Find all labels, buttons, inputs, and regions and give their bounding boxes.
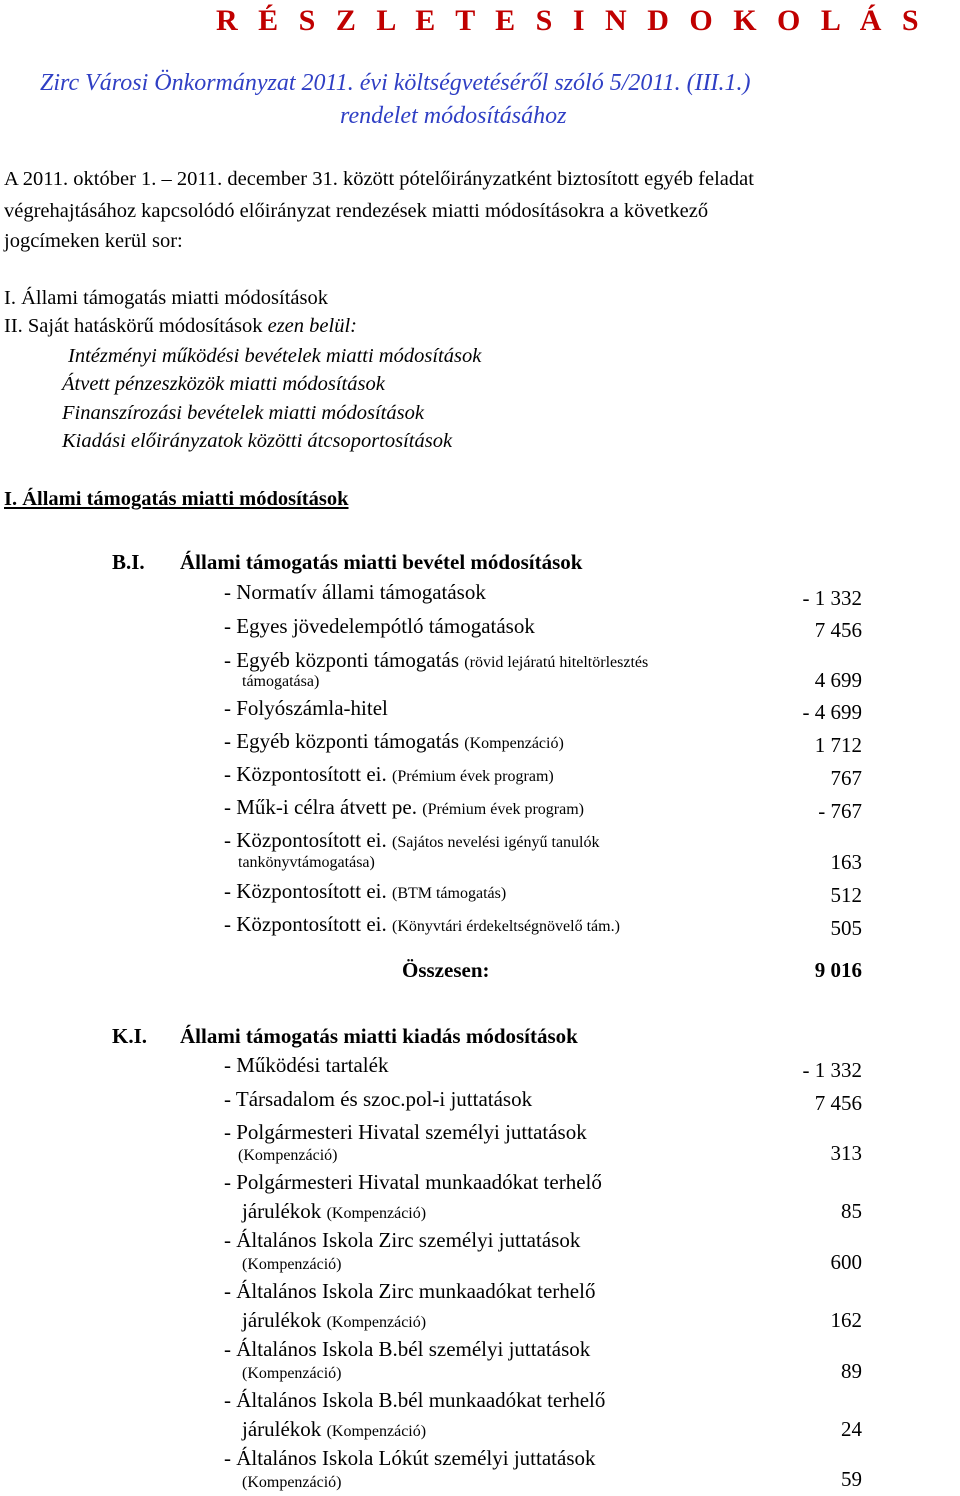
bi-code: B.I. (112, 550, 145, 574)
bi-row-label: - Folyószámla-hitel (224, 696, 388, 720)
intro-line-3: jogcímeken kerül sor: (4, 230, 183, 252)
outline-item-2-suffix: ezen belül: (267, 315, 357, 337)
ki-row-value: 89 (841, 1359, 862, 1383)
outline-item-1: I. Állami támogatás miatti módosítások (4, 287, 328, 309)
ki-row-cont (242, 1417, 426, 1442)
bi-row-value: 767 (830, 766, 862, 790)
ki-row-value: 7 456 (814, 1091, 862, 1115)
bi-row-note: (Sajátos nevelési igényű tanulók (391, 834, 600, 851)
outline-subitem: Intézményi működési bevételek miatti módosítások (68, 345, 482, 367)
bi-row-label-text: - Központosított ei. (224, 828, 387, 852)
bi-total-value: 9 016 (814, 958, 862, 982)
ki-row-label: - Polgármesteri Hivatal munkaadókat terhelő (224, 1170, 602, 1194)
subtitle-line-1: Zirc Városi Önkormányzat 2011. évi költségvetéséről szóló 5/2011. (III.1.) (40, 70, 751, 96)
ki-row-value: 313 (830, 1141, 862, 1165)
bi-row-value: 163 (830, 850, 862, 874)
intro-line-1: A 2011. október 1. – 2011. december 31. között pótelőirányzatként biztosított egyéb feladat (4, 168, 754, 190)
ki-row-value: 59 (841, 1467, 862, 1491)
ki-row-label: - Általános Iskola Zirc személyi juttatások (224, 1228, 581, 1252)
ki-row-note: (Kompenzáció) (238, 1147, 338, 1164)
bi-row-label: - Egyes jövedelempótló támogatások (224, 614, 535, 638)
ki-row-value: 24 (841, 1417, 862, 1441)
ki-row-cont-text: járulékok (242, 1199, 322, 1223)
ki-row-note: (Kompenzáció) (326, 1314, 427, 1331)
bi-row-label-text: - Központosított ei. (224, 912, 387, 936)
ki-row-label: - Általános Iskola Lókút személyi juttatások (224, 1446, 596, 1470)
bi-row-note: (Prémium évek program) (391, 768, 554, 785)
ki-row-cont-text: járulékok (242, 1417, 322, 1441)
ki-row-value: 85 (841, 1199, 862, 1223)
bi-row-value: - 1 332 (802, 586, 862, 610)
bi-row-label-text: - Központosított ei. (224, 762, 387, 786)
bi-heading: Állami támogatás miatti bevétel módosítások (180, 550, 583, 574)
bi-total-label: Összesen: (402, 958, 490, 982)
bi-row-note-cont: támogatása) (242, 673, 320, 690)
bi-row-note: (rövid lejáratú hiteltörlesztés (464, 654, 649, 671)
ki-row-label: - Általános Iskola B.bél személyi juttatások (224, 1337, 591, 1361)
ki-heading: Állami támogatás miatti kiadás módosítások (180, 1024, 578, 1048)
bi-row-label (224, 912, 620, 937)
ki-row-note: (Kompenzáció) (326, 1205, 427, 1222)
bi-row-value: 512 (830, 883, 862, 907)
bi-row-label-text: - Műk-i célra átvett pe. (224, 795, 417, 819)
ki-row-note: (Kompenzáció) (242, 1474, 342, 1491)
outline-subitem: Átvett pénzeszközök miatti módosítások (62, 373, 385, 395)
bi-row-value: 505 (830, 916, 862, 940)
bi-row-label (224, 762, 554, 787)
bi-row-label-text: - Egyéb központi támogatás (224, 729, 460, 753)
page-title: R É S Z L E T E S I N D O K O L Á S (216, 4, 926, 37)
ki-row-cont-text: járulékok (242, 1308, 322, 1332)
ki-row-value: - 1 332 (802, 1058, 862, 1082)
subtitle-line-2: rendelet módosításához (340, 103, 567, 129)
section-heading: I. Állami támogatás miatti módosítások (4, 488, 349, 510)
bi-row-value: 4 699 (814, 668, 862, 692)
ki-row-cont (242, 1199, 426, 1224)
ki-row-value: 162 (830, 1308, 862, 1332)
outline-item-2 (4, 315, 357, 338)
ki-row-note: (Kompenzáció) (326, 1423, 427, 1440)
ki-row-note: (Kompenzáció) (242, 1256, 342, 1273)
bi-row-value: - 4 699 (802, 700, 862, 724)
ki-row-label: - Általános Iskola Zirc munkaadókat terhelő (224, 1279, 596, 1303)
bi-row-value: 1 712 (814, 733, 862, 757)
bi-row-label-text: - Központosított ei. (224, 879, 387, 903)
bi-row-note-cont: tankönyvtámogatása) (238, 854, 375, 871)
ki-row-label: - Működési tartalék (224, 1053, 389, 1077)
ki-row-value: 600 (830, 1250, 862, 1274)
bi-row-value: 7 456 (814, 618, 862, 642)
outline-subitem: Kiadási előirányzatok közötti átcsoportosítások (62, 430, 453, 452)
ki-code: K.I. (112, 1024, 148, 1048)
bi-row-label-text: - Egyéb központi támogatás (224, 648, 460, 672)
bi-row-note: (Kompenzáció) (464, 735, 564, 752)
bi-row-label: - Normatív állami támogatások (224, 580, 486, 604)
bi-row-label (224, 879, 506, 904)
ki-row-note: (Kompenzáció) (242, 1365, 342, 1382)
outline-item-2-label: II. Saját hatáskörű módosítások (4, 315, 263, 337)
bi-row-note: (Könyvtári érdekeltségnövelő tám.) (391, 918, 620, 935)
ki-row-label: - Társadalom és szoc.pol-i juttatások (224, 1087, 533, 1111)
bi-row-value: - 767 (818, 799, 862, 823)
bi-row-label (224, 729, 564, 754)
bi-row-label (224, 648, 648, 673)
intro-line-2: végrehajtásához kapcsolódó előirányzat rendezések miatti módosításokra a következő (4, 200, 709, 222)
bi-row-note: (BTM támogatás) (391, 885, 507, 902)
ki-row-cont (242, 1308, 426, 1333)
outline-subitem: Finanszírozási bevételek miatti módosítások (62, 402, 424, 424)
bi-row-note: (Prémium évek program) (422, 801, 584, 818)
ki-row-label: - Általános Iskola B.bél munkaadókat terhelő (224, 1388, 606, 1412)
bi-row-label (224, 828, 600, 853)
bi-row-label (224, 795, 584, 820)
ki-row-label: - Polgármesteri Hivatal személyi juttatások (224, 1120, 587, 1144)
